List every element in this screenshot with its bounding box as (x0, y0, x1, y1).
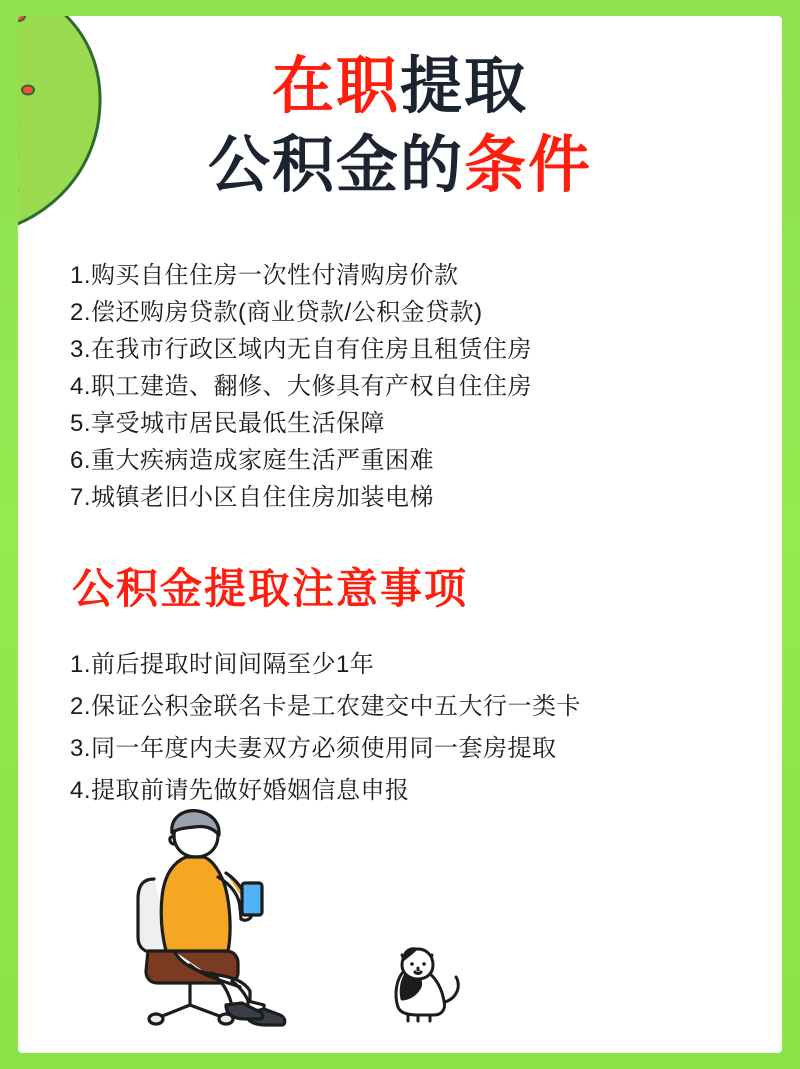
title-part-tiqu: 提取 (400, 52, 529, 121)
list-item: 1.购买自住住房一次性付清购房价款 (70, 262, 459, 289)
list-item: 1.前后提取时间间隔至少1年 (70, 651, 375, 678)
notes-section-heading: 公积金提取注意事项 (72, 565, 469, 612)
title-part-tiaojian: 条件 (464, 131, 593, 201)
poster-card (18, 16, 782, 1053)
notes-list (70, 653, 750, 821)
title-part-zaizhi: 在职 (271, 52, 400, 121)
list-item: 5.享受城市居民最低生活保障 (70, 410, 386, 437)
list-item: 3.在我市行政区域内无自有住房且租赁住房 (70, 336, 533, 363)
list-item: 7.城镇老旧小区自住住房加装电梯 (70, 484, 435, 511)
title-line-1 (18, 50, 782, 123)
title-line-2 (18, 129, 782, 202)
list-item: 3.同一年度内夫妻双方必须使用同一套房提取 (70, 735, 557, 762)
list-item: 2.保证公积金联名卡是工农建交中五大行一类卡 (70, 693, 582, 720)
poster-title (18, 50, 782, 202)
list-item: 2.偿还购房贷款(商业贷款/公积金贷款) (70, 299, 483, 326)
title-part-gongjijinde: 公积金的 (207, 131, 464, 201)
list-item: 6.重大疾病造成家庭生活严重困难 (70, 447, 435, 474)
list-item: 4.职工建造、翻修、大修具有产权自住住房 (70, 373, 533, 400)
seated-person-with-phone-illustration (114, 805, 534, 1035)
list-item: 4.提取前请先做好婚姻信息申报 (70, 777, 410, 804)
cat-illustration (378, 937, 468, 1027)
conditions-list (70, 264, 750, 523)
